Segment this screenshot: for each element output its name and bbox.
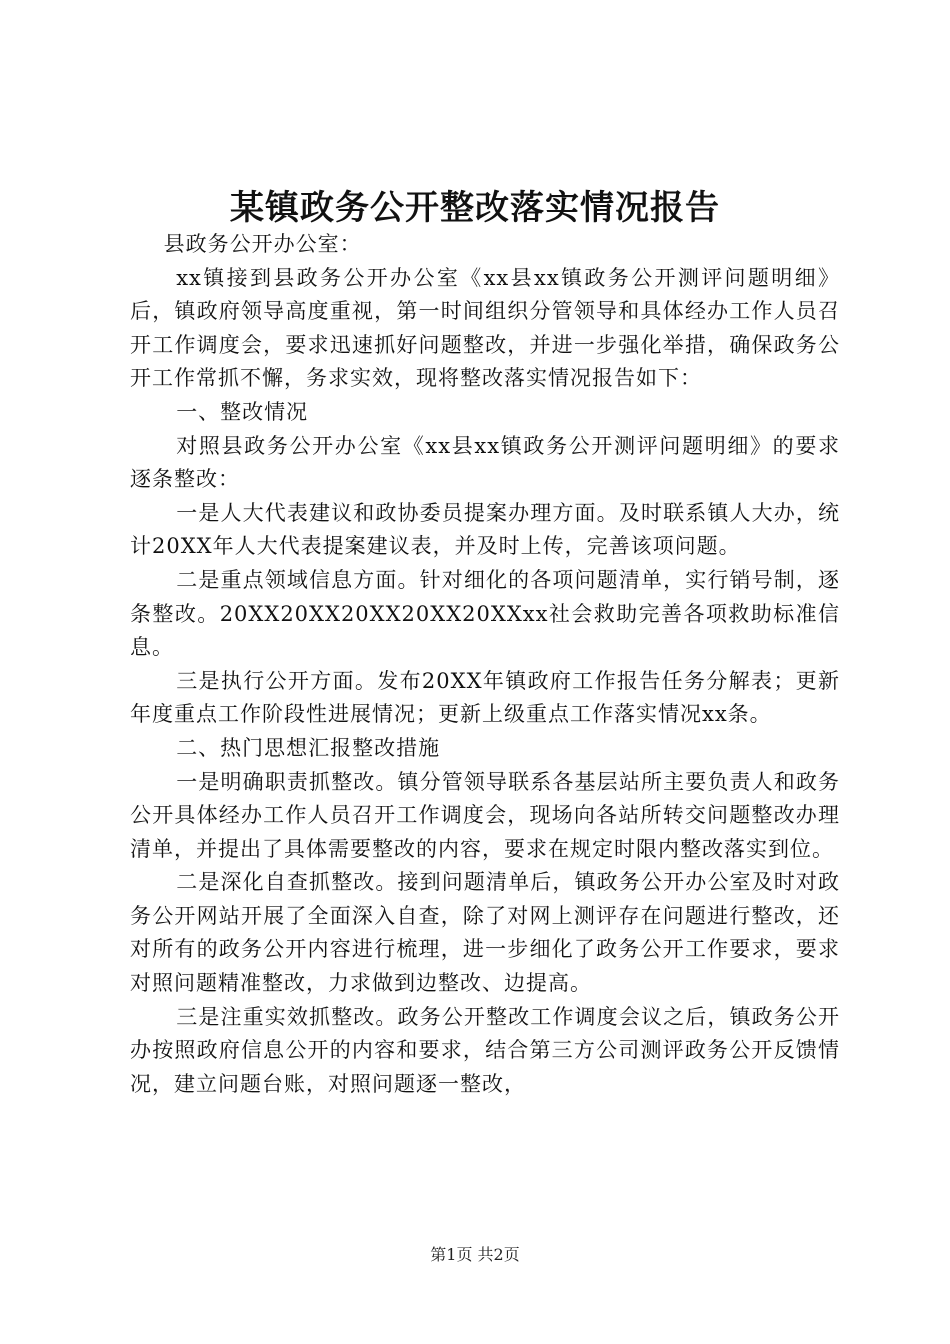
paragraph-measure-2: 二是深化自查抓整改。接到问题清单后，镇政务公开办公室及时对政务公开网站开展了全面深入自查，除了对网上测评存在问题进行整改，还对所有的政务公开内容进行梳理，进一步细化了政务公开工作要求，要求对照问题精准整改，力求做到边整改、边提高。: [130, 870, 840, 996]
paragraph-item-3: 三是执行公开方面。发布20XX年镇政府工作报告任务分解表；更新年度重点工作阶段性进展情况；更新上级重点工作落实情况xx条。: [130, 668, 840, 727]
section-heading-rectification: 一、整改情况: [176, 399, 309, 424]
page-indicator: 第1页 共2页: [430, 1245, 520, 1264]
document-body: [130, 228, 840, 1101]
paragraph-comparison: 对照县政务公开办公室《xx县xx镇政务公开测评问题明细》的要求逐条整改：: [130, 433, 840, 492]
paragraph-measure-1: 一是明确职责抓整改。镇分管领导联系各基层站所主要负责人和政务公开具体经办工作人员召开工作调度会，现场向各站所转交问题整改办理清单，并提出了具体需要整改的内容，要求在规定时限内整改落实到位。: [130, 769, 840, 861]
paragraph-item-1: 一是人大代表建议和政协委员提案办理方面。及时联系镇人大办，统计20XX年人大代表提案建议表，并及时上传，完善该项问题。: [130, 500, 840, 559]
paragraph-measure-3: 三是注重实效抓整改。政务公开整改工作调度会议之后，镇政务公开办按照政府信息公开的内容和要求，结合第三方公司测评政务公开反馈情况，建立问题台账，对照问题逐一整改，: [130, 1004, 840, 1096]
salutation: 县政务公开办公室：: [163, 232, 362, 256]
paragraph-intro: xx镇接到县政务公开办公室《xx县xx镇政务公开测评问题明细》后，镇政府领导高度重视，第一时间组织分管领导和具体经办工作人员召开工作调度会，要求迅速抓好问题整改，并进一步强化举措，确保政务公开工作常抓不懈，务求实效，现将整改落实情况报告如下：: [130, 265, 840, 391]
document-title: 某镇政务公开整改落实情况报告: [230, 188, 720, 228]
paragraph-item-2: 二是重点领域信息方面。针对细化的各项问题清单，实行销号制，逐条整改。20XX20XX20XX20XX20XXxx社会救助完善各项救助标准信息。: [130, 567, 840, 660]
section-heading-measures: 二、热门思想汇报整改措施: [176, 735, 441, 760]
